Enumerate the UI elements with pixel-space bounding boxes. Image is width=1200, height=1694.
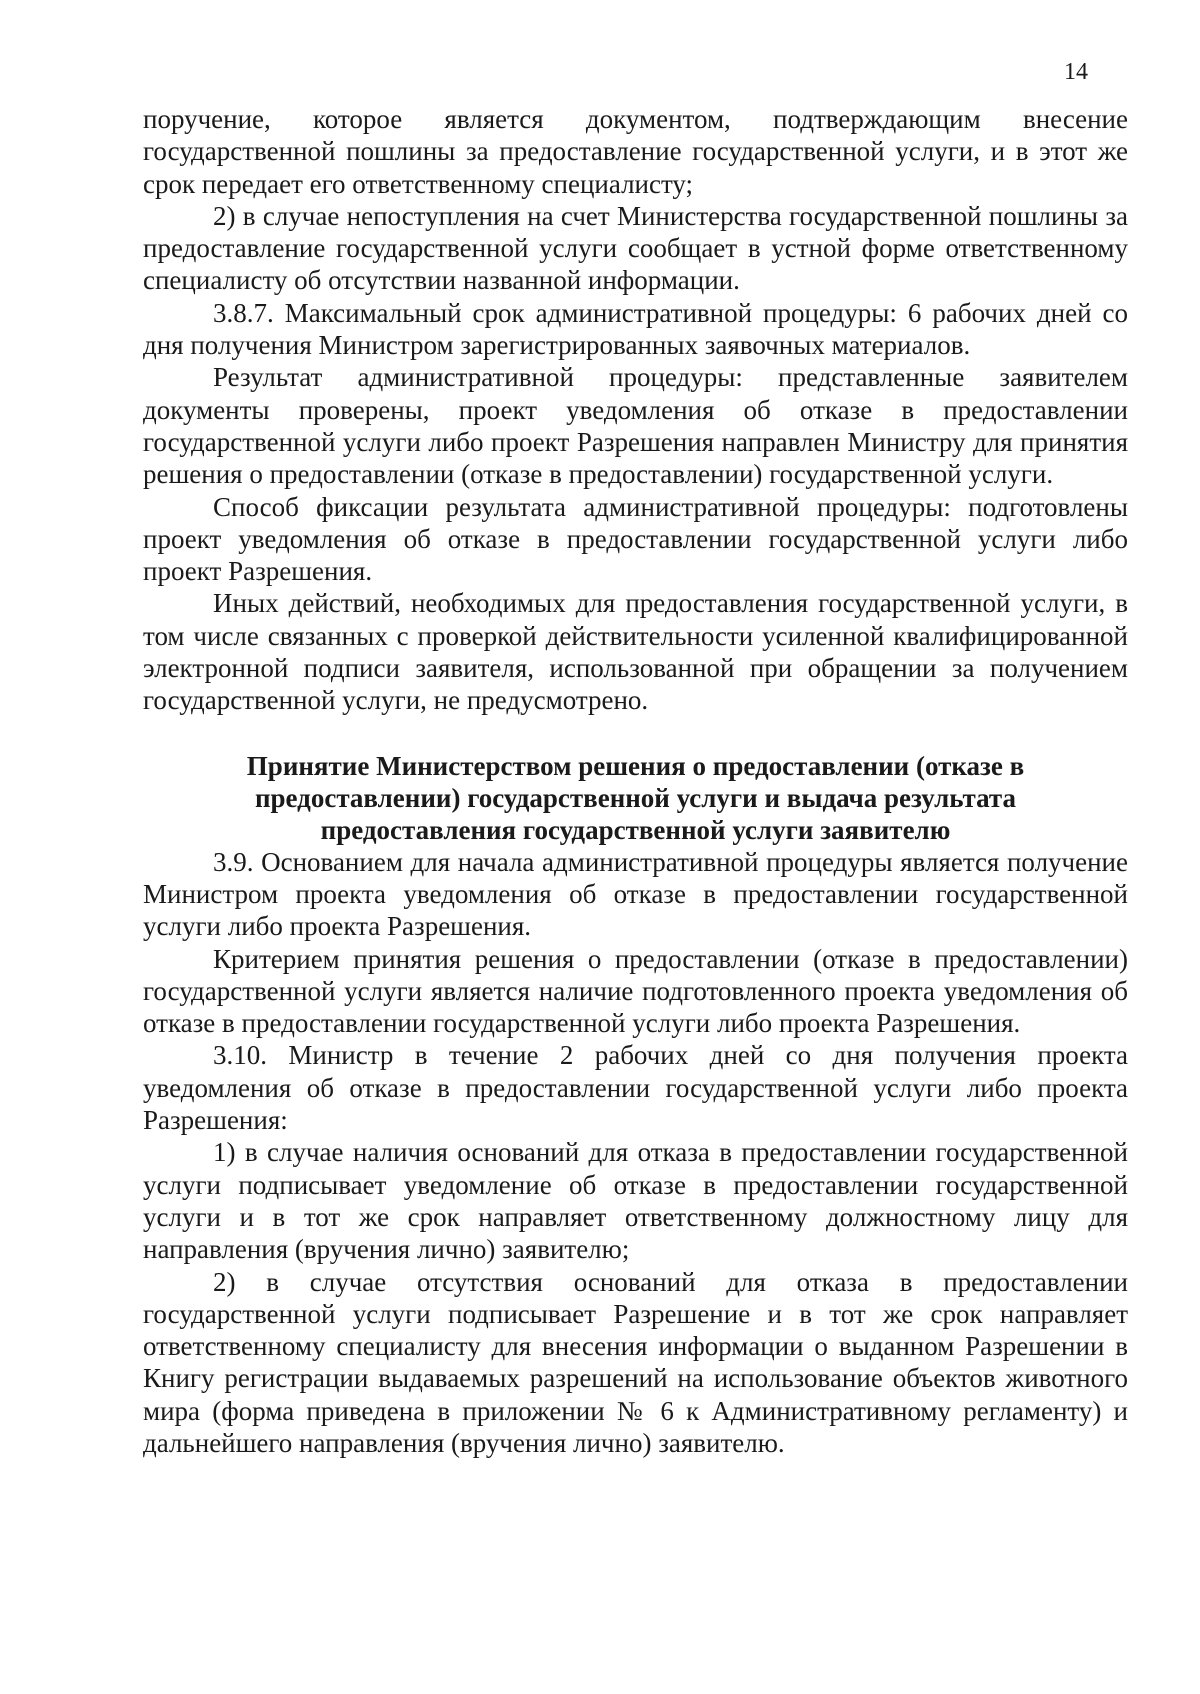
paragraph-3-9: 3.9. Основанием для начала административной процедуры является получение Министром проекта уведомления об отказе в предоставлении государственной услуги либо проекта Разрешения. <box>143 846 1128 942</box>
section-heading: Принятие Министерством решения о предоставлении (отказе в предоставлении) государственной услуги и выдача результата предоставления государственной услуги заявителю <box>246 750 1025 845</box>
paragraph-item-2-permit: 2) в случае отсутствия оснований для отказа в предоставлении государственной услуги подписывает Разрешение и в тот же срок направляет ответственному специалисту для внесения информации о выданном Разрешении в Книгу регистрации выдаваемых разрешений на использование объектов животного мира (форма приведена в приложении № 6 к Административному регламенту) и дальнейшего направления (вручения лично) заявителю. <box>143 1266 1128 1458</box>
paragraph-item-2-fee: 2) в случае непоступления на счет Министерства государственной пошлины за предоставление государственной услуги сообщает в устной форме ответственному специалисту об отсутствии названной информации. <box>143 200 1128 296</box>
paragraph-other-actions: Иных действий, необходимых для предоставления государственной услуги, в том числе связанных с проверкой действительности усиленной квалифицированной электронной подписи заявителя, использованной при обращении за получением государственной услуги, не предусмотрено. <box>143 588 1128 716</box>
paragraph-decision-criterion: Критерием принятия решения о предоставлении (отказе в предоставлении) государственной услуги является наличие подготовленного проекта уведомления об отказе в предоставлении государственной услуги либо проекта Разрешения. <box>143 943 1128 1039</box>
paragraph-fixation-method: Способ фиксации результата административной процедуры: подготовлены проект уведомления об отказе в предоставлении государственной услуги либо проект Разрешения. <box>143 491 1128 587</box>
paragraph-procedure-result: Результат административной процедуры: представленные заявителем документы проверены, проект уведомления об отказе в предоставлении государственной услуги либо проект Разрешения направлен Министру для принятия решения о предоставлении (отказе в предоставлении) государственной услуги. <box>143 362 1128 490</box>
paragraph-3-8-7: 3.8.7. Максимальный срок административной процедуры: 6 рабочих дней со дня получения Министром зарегистрированных заявочных материалов. <box>143 297 1128 361</box>
page-number: 14 <box>1064 59 1088 85</box>
paragraph-item-1-refusal: 1) в случае наличия оснований для отказа в предоставлении государственной услуги подписывает уведомление об отказе в предоставлении государственной услуги и в тот же срок направляет ответственному должностному лицу для направления (вручения лично) заявителю; <box>143 1137 1128 1265</box>
paragraph-3-10: 3.10. Министр в течение 2 рабочих дней со дня получения проекта уведомления об отказе в предоставлении государственной услуги либо проекта Разрешения: <box>143 1040 1128 1136</box>
paragraph-continuation: поручение, которое является документом, подтверждающим внесение государственной пошлины за предоставление государственной услуги, и в этот же срок передает его ответственному специалисту; <box>143 104 1128 199</box>
document-body <box>143 103 1128 1459</box>
